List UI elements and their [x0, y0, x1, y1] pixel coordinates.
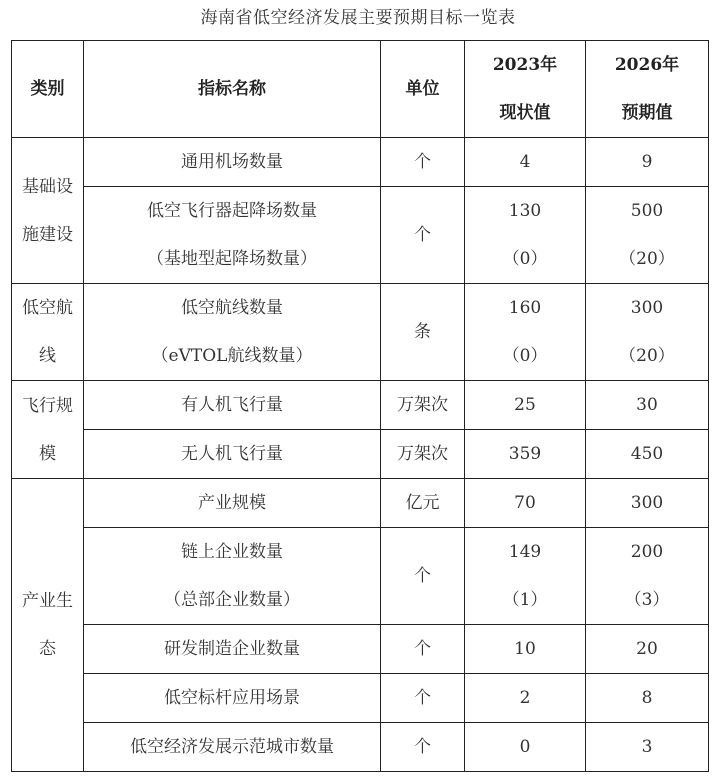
header-unit: 单位 [381, 41, 465, 138]
current-value [465, 284, 586, 381]
table-row [12, 528, 709, 625]
indicator-name: 有人机飞行量 [84, 381, 381, 430]
current-value [465, 187, 586, 284]
indicator-unit: 个 [381, 625, 465, 674]
target-value-subline: （20） [619, 346, 675, 366]
category-flight [12, 381, 84, 479]
table-row [12, 381, 709, 430]
table-row [12, 674, 709, 723]
indicator-unit: 万架次 [381, 430, 465, 479]
header-target-year: 2026年 [614, 55, 680, 75]
category-routes [12, 284, 84, 381]
target-value: 30 [586, 381, 709, 430]
indicator-unit: 个 [381, 138, 465, 187]
current-value-subline: （0） [502, 346, 548, 366]
category-label-line: 线 [39, 346, 56, 366]
target-value [586, 284, 709, 381]
category-label-line: 施建设 [22, 224, 73, 245]
current-value-line: 149 [508, 542, 542, 562]
target-value-line: 500 [630, 201, 664, 221]
table-row [12, 187, 709, 236]
current-value: 359 [465, 430, 586, 479]
header-current [465, 41, 586, 138]
indicator-unit: 个 [381, 723, 465, 772]
indicator-name-subline: （eVTOL航线数量） [151, 346, 313, 366]
indicator-table [11, 40, 709, 772]
target-value: 8 [586, 674, 709, 723]
header-target-label: 预期值 [621, 103, 673, 123]
table-row [12, 625, 709, 674]
indicator-name [84, 528, 381, 625]
category-label-line: 低空航 [22, 298, 73, 318]
table-row [12, 723, 709, 772]
category-label-line: 态 [39, 639, 56, 659]
indicator-unit: 个 [381, 187, 465, 284]
indicator-name: 低空经济发展示范城市数量 [84, 723, 381, 772]
document-title: 海南省低空经济发展主要预期目标一览表 [200, 8, 516, 28]
current-value: 25 [465, 381, 586, 430]
indicator-name: 无人机飞行量 [84, 430, 381, 479]
current-value: 70 [465, 479, 586, 528]
target-value: 300 [586, 479, 709, 528]
target-value-subline: （3） [624, 590, 670, 610]
table-row [12, 479, 709, 528]
table-row [12, 430, 709, 479]
category-ecosystem [12, 479, 84, 772]
current-value [465, 528, 586, 625]
indicator-name-line: 低空飞行器起降场数量 [147, 201, 317, 221]
table-row [12, 284, 709, 333]
target-value: 3 [586, 723, 709, 772]
header-category: 类别 [12, 41, 84, 138]
indicator-name [84, 284, 381, 381]
indicator-unit: 个 [381, 528, 465, 625]
indicator-name-line: 低空航线数量 [181, 298, 283, 318]
indicator-name: 低空标杆应用场景 [84, 674, 381, 723]
target-value: 20 [586, 625, 709, 674]
header-current-year: 2023年 [492, 55, 558, 75]
current-value-line: 130 [508, 201, 542, 221]
header-indicator: 指标名称 [84, 41, 381, 138]
header-target [586, 41, 709, 138]
current-value-subline: （1） [502, 590, 548, 610]
indicator-unit: 亿元 [381, 479, 465, 528]
indicator-unit: 个 [381, 674, 465, 723]
target-value-line: 300 [630, 298, 664, 318]
category-label-line: 飞行规 [22, 395, 73, 416]
indicator-name: 通用机场数量 [84, 138, 381, 187]
target-value-subline: （20） [619, 249, 675, 269]
indicator-name-line: 链上企业数量 [181, 542, 283, 562]
current-value: 4 [465, 138, 586, 187]
current-value: 10 [465, 625, 586, 674]
target-value: 450 [586, 430, 709, 479]
indicator-name [84, 187, 381, 284]
table-header-row [12, 41, 709, 138]
category-infrastructure [12, 138, 84, 284]
target-value-line: 200 [630, 542, 664, 562]
current-value-line: 160 [508, 298, 542, 318]
indicator-unit: 万架次 [381, 381, 465, 430]
indicator-name-subline: （基地型起降场数量） [147, 249, 317, 269]
target-value [586, 528, 709, 625]
header-current-label: 现状值 [499, 103, 551, 123]
target-value [586, 187, 709, 284]
category-label-line: 模 [39, 443, 56, 464]
current-value-subline: （0） [502, 249, 548, 269]
category-label-line: 基础设 [22, 176, 73, 197]
indicator-name-subline: （总部企业数量） [164, 590, 300, 610]
target-value: 9 [586, 138, 709, 187]
indicator-name: 研发制造企业数量 [84, 625, 381, 674]
indicator-name: 产业规模 [84, 479, 381, 528]
indicator-unit: 条 [381, 284, 465, 381]
category-label-line: 产业生 [22, 591, 73, 611]
current-value: 0 [465, 723, 586, 772]
table-row [12, 138, 709, 187]
current-value: 2 [465, 674, 586, 723]
